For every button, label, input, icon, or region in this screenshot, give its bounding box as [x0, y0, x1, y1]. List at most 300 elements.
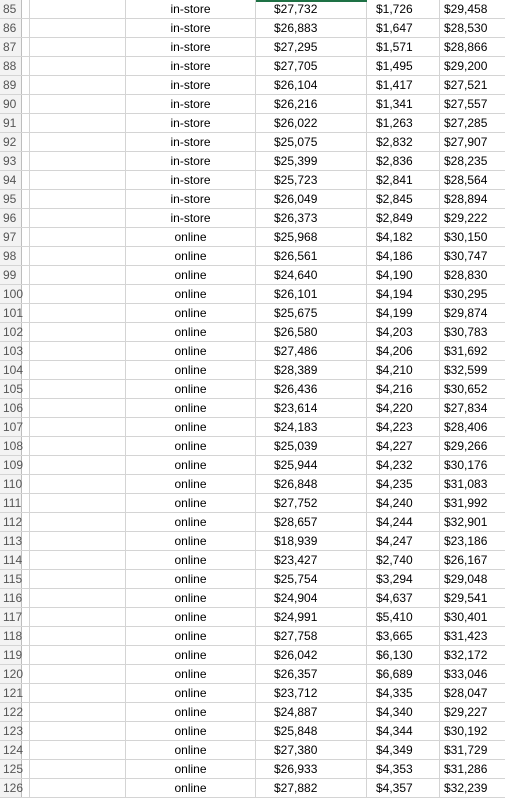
table-row — [0, 76, 505, 95]
cell-amount-b[interactable]: $6,130 — [367, 646, 440, 664]
cell-amount-a[interactable]: $26,561 — [256, 247, 367, 265]
table-row — [0, 513, 505, 532]
cell-col-a[interactable] — [22, 266, 30, 284]
cell-amount-b[interactable]: $1,571 — [367, 38, 440, 56]
cell-total[interactable]: $28,530 — [444, 21, 488, 35]
cell-col-b[interactable] — [30, 741, 126, 759]
cell-amount-a[interactable]: $26,580 — [256, 323, 367, 341]
table-row — [0, 95, 505, 114]
cell-amount-b[interactable]: $4,203 — [367, 323, 440, 341]
cell-amount-b[interactable]: $4,206 — [367, 342, 440, 360]
cell-col-a[interactable] — [22, 741, 30, 759]
cell-amount-a[interactable]: $26,049 — [256, 190, 367, 208]
cell-col-a[interactable] — [22, 285, 30, 303]
table-row — [0, 361, 505, 380]
cell-channel[interactable]: online — [126, 380, 256, 398]
cell-col-b[interactable] — [30, 437, 126, 455]
cell-amount-a[interactable]: $26,436 — [256, 380, 367, 398]
cell-col-a[interactable] — [22, 456, 30, 474]
cell-channel[interactable]: in-store — [126, 209, 256, 227]
cell-total[interactable]: $30,747 — [444, 249, 488, 263]
cell-amount-a[interactable]: $26,216 — [256, 95, 367, 113]
cell-channel[interactable]: in-store — [126, 0, 256, 18]
cell-total[interactable]: $28,564 — [444, 173, 488, 187]
table-row — [0, 190, 505, 209]
cell-amount-b[interactable]: $1,726 — [367, 0, 440, 18]
cell-amount-b[interactable]: $2,845 — [367, 190, 440, 208]
cell-amount-a[interactable]: $27,732 — [256, 0, 367, 18]
cell-amount-a[interactable]: $24,183 — [256, 418, 367, 436]
cell-amount-b[interactable]: $2,740 — [367, 551, 440, 569]
cell-channel[interactable]: online — [126, 418, 256, 436]
cell-total[interactable]: $28,406 — [444, 420, 488, 434]
cell-channel[interactable]: in-store — [126, 114, 256, 132]
table-row — [0, 627, 505, 646]
cell-col-a[interactable] — [22, 95, 30, 113]
cell-amount-a[interactable]: $25,075 — [256, 133, 367, 151]
cell-amount-a[interactable]: $27,705 — [256, 57, 367, 75]
table-row — [0, 532, 505, 551]
cell-channel[interactable]: online — [126, 760, 256, 778]
cell-amount-a[interactable]: $24,904 — [256, 589, 367, 607]
cell-total[interactable]: $26,167 — [444, 553, 488, 567]
cell-col-b[interactable] — [30, 361, 126, 379]
cell-col-a[interactable] — [22, 19, 30, 37]
cell-channel[interactable]: online — [126, 532, 256, 550]
cell-channel[interactable]: in-store — [126, 19, 256, 37]
table-row — [0, 133, 505, 152]
row-header: 122 — [0, 703, 22, 721]
cell-col-b[interactable] — [30, 532, 126, 550]
cell-amount-b[interactable]: $4,227 — [367, 437, 440, 455]
active-column-indicator — [256, 0, 367, 2]
cell-col-a[interactable] — [22, 247, 30, 265]
row-header: 109 — [0, 456, 22, 474]
cell-col-b[interactable] — [30, 190, 126, 208]
cell-amount-a[interactable]: $24,640 — [256, 266, 367, 284]
cell-col-a[interactable] — [22, 304, 30, 322]
cell-amount-b[interactable]: $2,849 — [367, 209, 440, 227]
cell-col-b[interactable] — [30, 779, 126, 797]
cell-col-b[interactable] — [30, 646, 126, 664]
cell-total[interactable]: $27,834 — [444, 401, 488, 415]
cell-channel[interactable]: in-store — [126, 152, 256, 170]
cell-col-a[interactable] — [22, 513, 30, 531]
cell-channel[interactable]: online — [126, 399, 256, 417]
cell-channel[interactable]: online — [126, 589, 256, 607]
row-header: 95 — [0, 190, 22, 208]
table-row — [0, 247, 505, 266]
cell-col-a[interactable] — [22, 380, 30, 398]
table-row — [0, 228, 505, 247]
cell-col-b[interactable] — [30, 114, 126, 132]
cell-col-b[interactable] — [30, 0, 126, 18]
cell-col-a[interactable] — [22, 760, 30, 778]
cell-amount-b[interactable]: $4,190 — [367, 266, 440, 284]
cell-total[interactable]: $29,874 — [444, 306, 488, 320]
cell-channel[interactable]: in-store — [126, 38, 256, 56]
cell-col-b[interactable] — [30, 627, 126, 645]
cell-col-b[interactable] — [30, 152, 126, 170]
cell-col-a[interactable] — [22, 722, 30, 740]
cell-amount-a[interactable]: $27,752 — [256, 494, 367, 512]
cell-col-b[interactable] — [30, 589, 126, 607]
cell-col-b[interactable] — [30, 608, 126, 626]
cell-amount-a[interactable]: $26,101 — [256, 285, 367, 303]
row-header: 99 — [0, 266, 22, 284]
cell-amount-a[interactable]: $26,848 — [256, 475, 367, 493]
cell-total[interactable]: $29,458 — [444, 2, 488, 16]
cell-total[interactable]: $31,423 — [444, 629, 488, 643]
table-row — [0, 608, 505, 627]
cell-amount-b[interactable]: $1,263 — [367, 114, 440, 132]
cell-total[interactable]: $23,186 — [444, 534, 488, 548]
cell-channel[interactable]: in-store — [126, 95, 256, 113]
cell-col-a[interactable] — [22, 38, 30, 56]
row-header: 101 — [0, 304, 22, 322]
cell-col-b[interactable] — [30, 684, 126, 702]
cell-col-b[interactable] — [30, 19, 126, 37]
cell-col-a[interactable] — [22, 646, 30, 664]
cell-col-b[interactable] — [30, 171, 126, 189]
cell-channel[interactable]: online — [126, 228, 256, 246]
cell-total[interactable]: $32,172 — [444, 648, 488, 662]
cell-amount-a[interactable]: $26,933 — [256, 760, 367, 778]
cell-col-b[interactable] — [30, 703, 126, 721]
cell-amount-a[interactable]: $24,991 — [256, 608, 367, 626]
cell-amount-b[interactable]: $4,344 — [367, 722, 440, 740]
cell-amount-b[interactable]: $2,841 — [367, 171, 440, 189]
cell-col-a[interactable] — [22, 665, 30, 683]
row-header: 98 — [0, 247, 22, 265]
row-header: 88 — [0, 57, 22, 75]
cell-col-a[interactable] — [22, 684, 30, 702]
cell-amount-b[interactable]: $4,353 — [367, 760, 440, 778]
row-header: 120 — [0, 665, 22, 683]
cell-amount-a[interactable]: $27,380 — [256, 741, 367, 759]
cell-amount-b[interactable]: $1,417 — [367, 76, 440, 94]
cell-amount-b[interactable]: $4,216 — [367, 380, 440, 398]
cell-amount-a[interactable]: $26,883 — [256, 19, 367, 37]
cell-col-a[interactable] — [22, 57, 30, 75]
cell-channel[interactable]: online — [126, 323, 256, 341]
cell-amount-a[interactable]: $28,657 — [256, 513, 367, 531]
table-row — [0, 551, 505, 570]
cell-total[interactable]: $32,901 — [444, 515, 488, 529]
cell-channel[interactable]: online — [126, 247, 256, 265]
table-row — [0, 684, 505, 703]
cell-total[interactable]: $29,541 — [444, 591, 488, 605]
row-header: 115 — [0, 570, 22, 588]
row-header: 117 — [0, 608, 22, 626]
cell-amount-a[interactable]: $27,295 — [256, 38, 367, 56]
cell-col-b[interactable] — [30, 76, 126, 94]
table-row — [0, 0, 505, 19]
cell-total[interactable]: $29,222 — [444, 211, 488, 225]
cell-col-b[interactable] — [30, 304, 126, 322]
cell-col-a[interactable] — [22, 114, 30, 132]
cell-col-b[interactable] — [30, 456, 126, 474]
cell-col-a[interactable] — [22, 475, 30, 493]
cell-col-a[interactable] — [22, 133, 30, 151]
cell-channel[interactable]: online — [126, 361, 256, 379]
cell-total[interactable]: $30,150 — [444, 230, 488, 244]
cell-col-a[interactable] — [22, 209, 30, 227]
cell-col-b[interactable] — [30, 551, 126, 569]
cell-total[interactable]: $30,783 — [444, 325, 488, 339]
cell-col-b[interactable] — [30, 266, 126, 284]
cell-amount-b[interactable]: $4,335 — [367, 684, 440, 702]
cell-col-b[interactable] — [30, 209, 126, 227]
cell-col-a[interactable] — [22, 589, 30, 607]
cell-amount-b[interactable]: $1,495 — [367, 57, 440, 75]
table-row — [0, 209, 505, 228]
cell-amount-b[interactable]: $3,665 — [367, 627, 440, 645]
cell-amount-b[interactable]: $4,210 — [367, 361, 440, 379]
cell-total[interactable]: $28,235 — [444, 154, 488, 168]
cell-total[interactable]: $29,227 — [444, 705, 488, 719]
cell-channel[interactable]: in-store — [126, 133, 256, 151]
cell-channel[interactable]: online — [126, 551, 256, 569]
cell-amount-b[interactable]: $4,240 — [367, 494, 440, 512]
cell-channel[interactable]: online — [126, 437, 256, 455]
cell-amount-b[interactable]: $4,199 — [367, 304, 440, 322]
row-header: 116 — [0, 589, 22, 607]
cell-col-b[interactable] — [30, 95, 126, 113]
cell-col-a[interactable] — [22, 608, 30, 626]
cell-col-b[interactable] — [30, 399, 126, 417]
cell-amount-a[interactable]: $26,022 — [256, 114, 367, 132]
cell-amount-a[interactable]: $23,712 — [256, 684, 367, 702]
cell-total[interactable]: $31,286 — [444, 762, 488, 776]
cell-col-a[interactable] — [22, 228, 30, 246]
cell-amount-a[interactable]: $25,848 — [256, 722, 367, 740]
cell-amount-b[interactable]: $4,244 — [367, 513, 440, 531]
cell-total[interactable]: $32,599 — [444, 363, 488, 377]
cell-channel[interactable]: online — [126, 513, 256, 531]
cell-total[interactable]: $30,176 — [444, 458, 488, 472]
cell-col-a[interactable] — [22, 342, 30, 360]
cell-total[interactable]: $28,866 — [444, 40, 488, 54]
cell-col-a[interactable] — [22, 190, 30, 208]
cell-amount-b[interactable]: $4,186 — [367, 247, 440, 265]
row-header: 105 — [0, 380, 22, 398]
cell-col-b[interactable] — [30, 323, 126, 341]
cell-col-b[interactable] — [30, 722, 126, 740]
cell-channel[interactable]: in-store — [126, 171, 256, 189]
cell-total[interactable]: $28,894 — [444, 192, 488, 206]
cell-amount-a[interactable]: $26,373 — [256, 209, 367, 227]
cell-col-a[interactable] — [22, 361, 30, 379]
cell-total[interactable]: $30,401 — [444, 610, 488, 624]
cell-amount-a[interactable]: $23,427 — [256, 551, 367, 569]
cell-amount-b[interactable]: $2,832 — [367, 133, 440, 151]
cell-amount-b[interactable]: $4,340 — [367, 703, 440, 721]
cell-col-a[interactable] — [22, 703, 30, 721]
cell-amount-a[interactable]: $27,882 — [256, 779, 367, 797]
cell-channel[interactable]: online — [126, 627, 256, 645]
cell-amount-b[interactable]: $4,194 — [367, 285, 440, 303]
cell-col-a[interactable] — [22, 779, 30, 797]
cell-col-b[interactable] — [30, 760, 126, 778]
cell-amount-a[interactable]: $25,399 — [256, 152, 367, 170]
cell-channel[interactable]: online — [126, 608, 256, 626]
table-row — [0, 304, 505, 323]
cell-col-b[interactable] — [30, 475, 126, 493]
cell-col-a[interactable] — [22, 323, 30, 341]
cell-amount-a[interactable]: $26,357 — [256, 665, 367, 683]
cell-col-a[interactable] — [22, 418, 30, 436]
cell-col-b[interactable] — [30, 228, 126, 246]
cell-channel[interactable]: online — [126, 285, 256, 303]
cell-total[interactable]: $28,830 — [444, 268, 488, 282]
cell-col-a[interactable] — [22, 437, 30, 455]
table-row — [0, 665, 505, 684]
cell-col-a[interactable] — [22, 0, 30, 18]
cell-col-a[interactable] — [22, 152, 30, 170]
cell-channel[interactable]: online — [126, 266, 256, 284]
cell-amount-a[interactable]: $25,039 — [256, 437, 367, 455]
cell-amount-a[interactable]: $27,758 — [256, 627, 367, 645]
cell-channel[interactable]: in-store — [126, 190, 256, 208]
cell-amount-a[interactable]: $26,042 — [256, 646, 367, 664]
row-header: 112 — [0, 513, 22, 531]
table-row — [0, 57, 505, 76]
row-header: 123 — [0, 722, 22, 740]
row-header: 97 — [0, 228, 22, 246]
table-row — [0, 266, 505, 285]
table-row — [0, 342, 505, 361]
cell-amount-b[interactable]: $4,235 — [367, 475, 440, 493]
cell-total[interactable]: $27,521 — [444, 78, 488, 92]
cell-total[interactable]: $27,907 — [444, 135, 488, 149]
cell-col-a[interactable] — [22, 627, 30, 645]
cell-total[interactable]: $29,048 — [444, 572, 488, 586]
cell-amount-a[interactable]: $25,723 — [256, 171, 367, 189]
cell-total[interactable]: $31,729 — [444, 743, 488, 757]
cell-col-b[interactable] — [30, 247, 126, 265]
cell-channel[interactable]: online — [126, 741, 256, 759]
cell-channel[interactable]: online — [126, 570, 256, 588]
cell-total[interactable]: $30,295 — [444, 287, 488, 301]
row-header: 126 — [0, 779, 22, 797]
table-row — [0, 741, 505, 760]
cell-col-b[interactable] — [30, 665, 126, 683]
cell-amount-b[interactable]: $4,182 — [367, 228, 440, 246]
cell-amount-a[interactable]: $25,944 — [256, 456, 367, 474]
cell-total[interactable]: $29,200 — [444, 59, 488, 73]
cell-total[interactable]: $30,192 — [444, 724, 488, 738]
table-row — [0, 494, 505, 513]
cell-total[interactable]: $32,239 — [444, 781, 488, 795]
cell-amount-a[interactable]: $24,887 — [256, 703, 367, 721]
row-header: 125 — [0, 760, 22, 778]
cell-col-b[interactable] — [30, 285, 126, 303]
cell-total[interactable]: $28,047 — [444, 686, 488, 700]
table-row — [0, 114, 505, 133]
cell-channel[interactable]: online — [126, 684, 256, 702]
cell-col-a[interactable] — [22, 532, 30, 550]
cell-channel[interactable]: online — [126, 456, 256, 474]
cell-col-a[interactable] — [22, 399, 30, 417]
cell-col-b[interactable] — [30, 570, 126, 588]
cell-col-b[interactable] — [30, 342, 126, 360]
cell-col-a[interactable] — [22, 171, 30, 189]
cell-channel[interactable]: online — [126, 304, 256, 322]
row-header: 96 — [0, 209, 22, 227]
cell-amount-b[interactable]: $4,232 — [367, 456, 440, 474]
cell-col-a[interactable] — [22, 76, 30, 94]
cell-channel[interactable]: online — [126, 703, 256, 721]
cell-channel[interactable]: online — [126, 646, 256, 664]
cell-channel[interactable]: in-store — [126, 57, 256, 75]
cell-channel[interactable]: online — [126, 475, 256, 493]
row-header: 92 — [0, 133, 22, 151]
cell-amount-a[interactable]: $25,968 — [256, 228, 367, 246]
cell-amount-a[interactable]: $25,675 — [256, 304, 367, 322]
cell-total[interactable]: $27,285 — [444, 116, 488, 130]
cell-amount-b[interactable]: $4,247 — [367, 532, 440, 550]
cell-col-a[interactable] — [22, 494, 30, 512]
cell-col-b[interactable] — [30, 380, 126, 398]
table-row — [0, 570, 505, 589]
cell-amount-a[interactable]: $23,614 — [256, 399, 367, 417]
table-row — [0, 380, 505, 399]
cell-amount-b[interactable]: $1,341 — [367, 95, 440, 113]
cell-amount-b[interactable]: $3,294 — [367, 570, 440, 588]
cell-total[interactable]: $27,557 — [444, 97, 488, 111]
cell-col-b[interactable] — [30, 418, 126, 436]
cell-total[interactable]: $33,046 — [444, 667, 488, 681]
cell-channel[interactable]: online — [126, 779, 256, 797]
cell-col-b[interactable] — [30, 38, 126, 56]
cell-channel[interactable]: online — [126, 494, 256, 512]
cell-channel[interactable]: online — [126, 722, 256, 740]
cell-channel[interactable]: online — [126, 665, 256, 683]
cell-amount-b[interactable]: $5,410 — [367, 608, 440, 626]
cell-col-b[interactable] — [30, 133, 126, 151]
cell-total[interactable]: $30,652 — [444, 382, 488, 396]
cell-col-b[interactable] — [30, 513, 126, 531]
cell-amount-b[interactable]: $4,357 — [367, 779, 440, 797]
cell-amount-b[interactable]: $4,637 — [367, 589, 440, 607]
cell-total[interactable]: $31,083 — [444, 477, 488, 491]
cell-channel[interactable]: in-store — [126, 76, 256, 94]
cell-total[interactable]: $31,992 — [444, 496, 488, 510]
cell-amount-b[interactable]: $6,689 — [367, 665, 440, 683]
cell-col-b[interactable] — [30, 494, 126, 512]
cell-amount-b[interactable]: $4,220 — [367, 399, 440, 417]
cell-amount-a[interactable]: $27,486 — [256, 342, 367, 360]
row-header: 124 — [0, 741, 22, 759]
cell-channel[interactable]: online — [126, 342, 256, 360]
cell-col-a[interactable] — [22, 570, 30, 588]
cell-total[interactable]: $31,692 — [444, 344, 488, 358]
cell-col-a[interactable] — [22, 551, 30, 569]
cell-amount-a[interactable]: $25,754 — [256, 570, 367, 588]
table-row — [0, 19, 505, 38]
cell-total[interactable]: $29,266 — [444, 439, 488, 453]
cell-amount-b[interactable]: $2,836 — [367, 152, 440, 170]
row-header: 89 — [0, 76, 22, 94]
cell-amount-a[interactable]: $18,939 — [256, 532, 367, 550]
cell-amount-a[interactable]: $26,104 — [256, 76, 367, 94]
cell-amount-b[interactable]: $4,349 — [367, 741, 440, 759]
cell-amount-b[interactable]: $1,647 — [367, 19, 440, 37]
cell-amount-b[interactable]: $4,223 — [367, 418, 440, 436]
cell-col-b[interactable] — [30, 57, 126, 75]
cell-amount-a[interactable]: $28,389 — [256, 361, 367, 379]
